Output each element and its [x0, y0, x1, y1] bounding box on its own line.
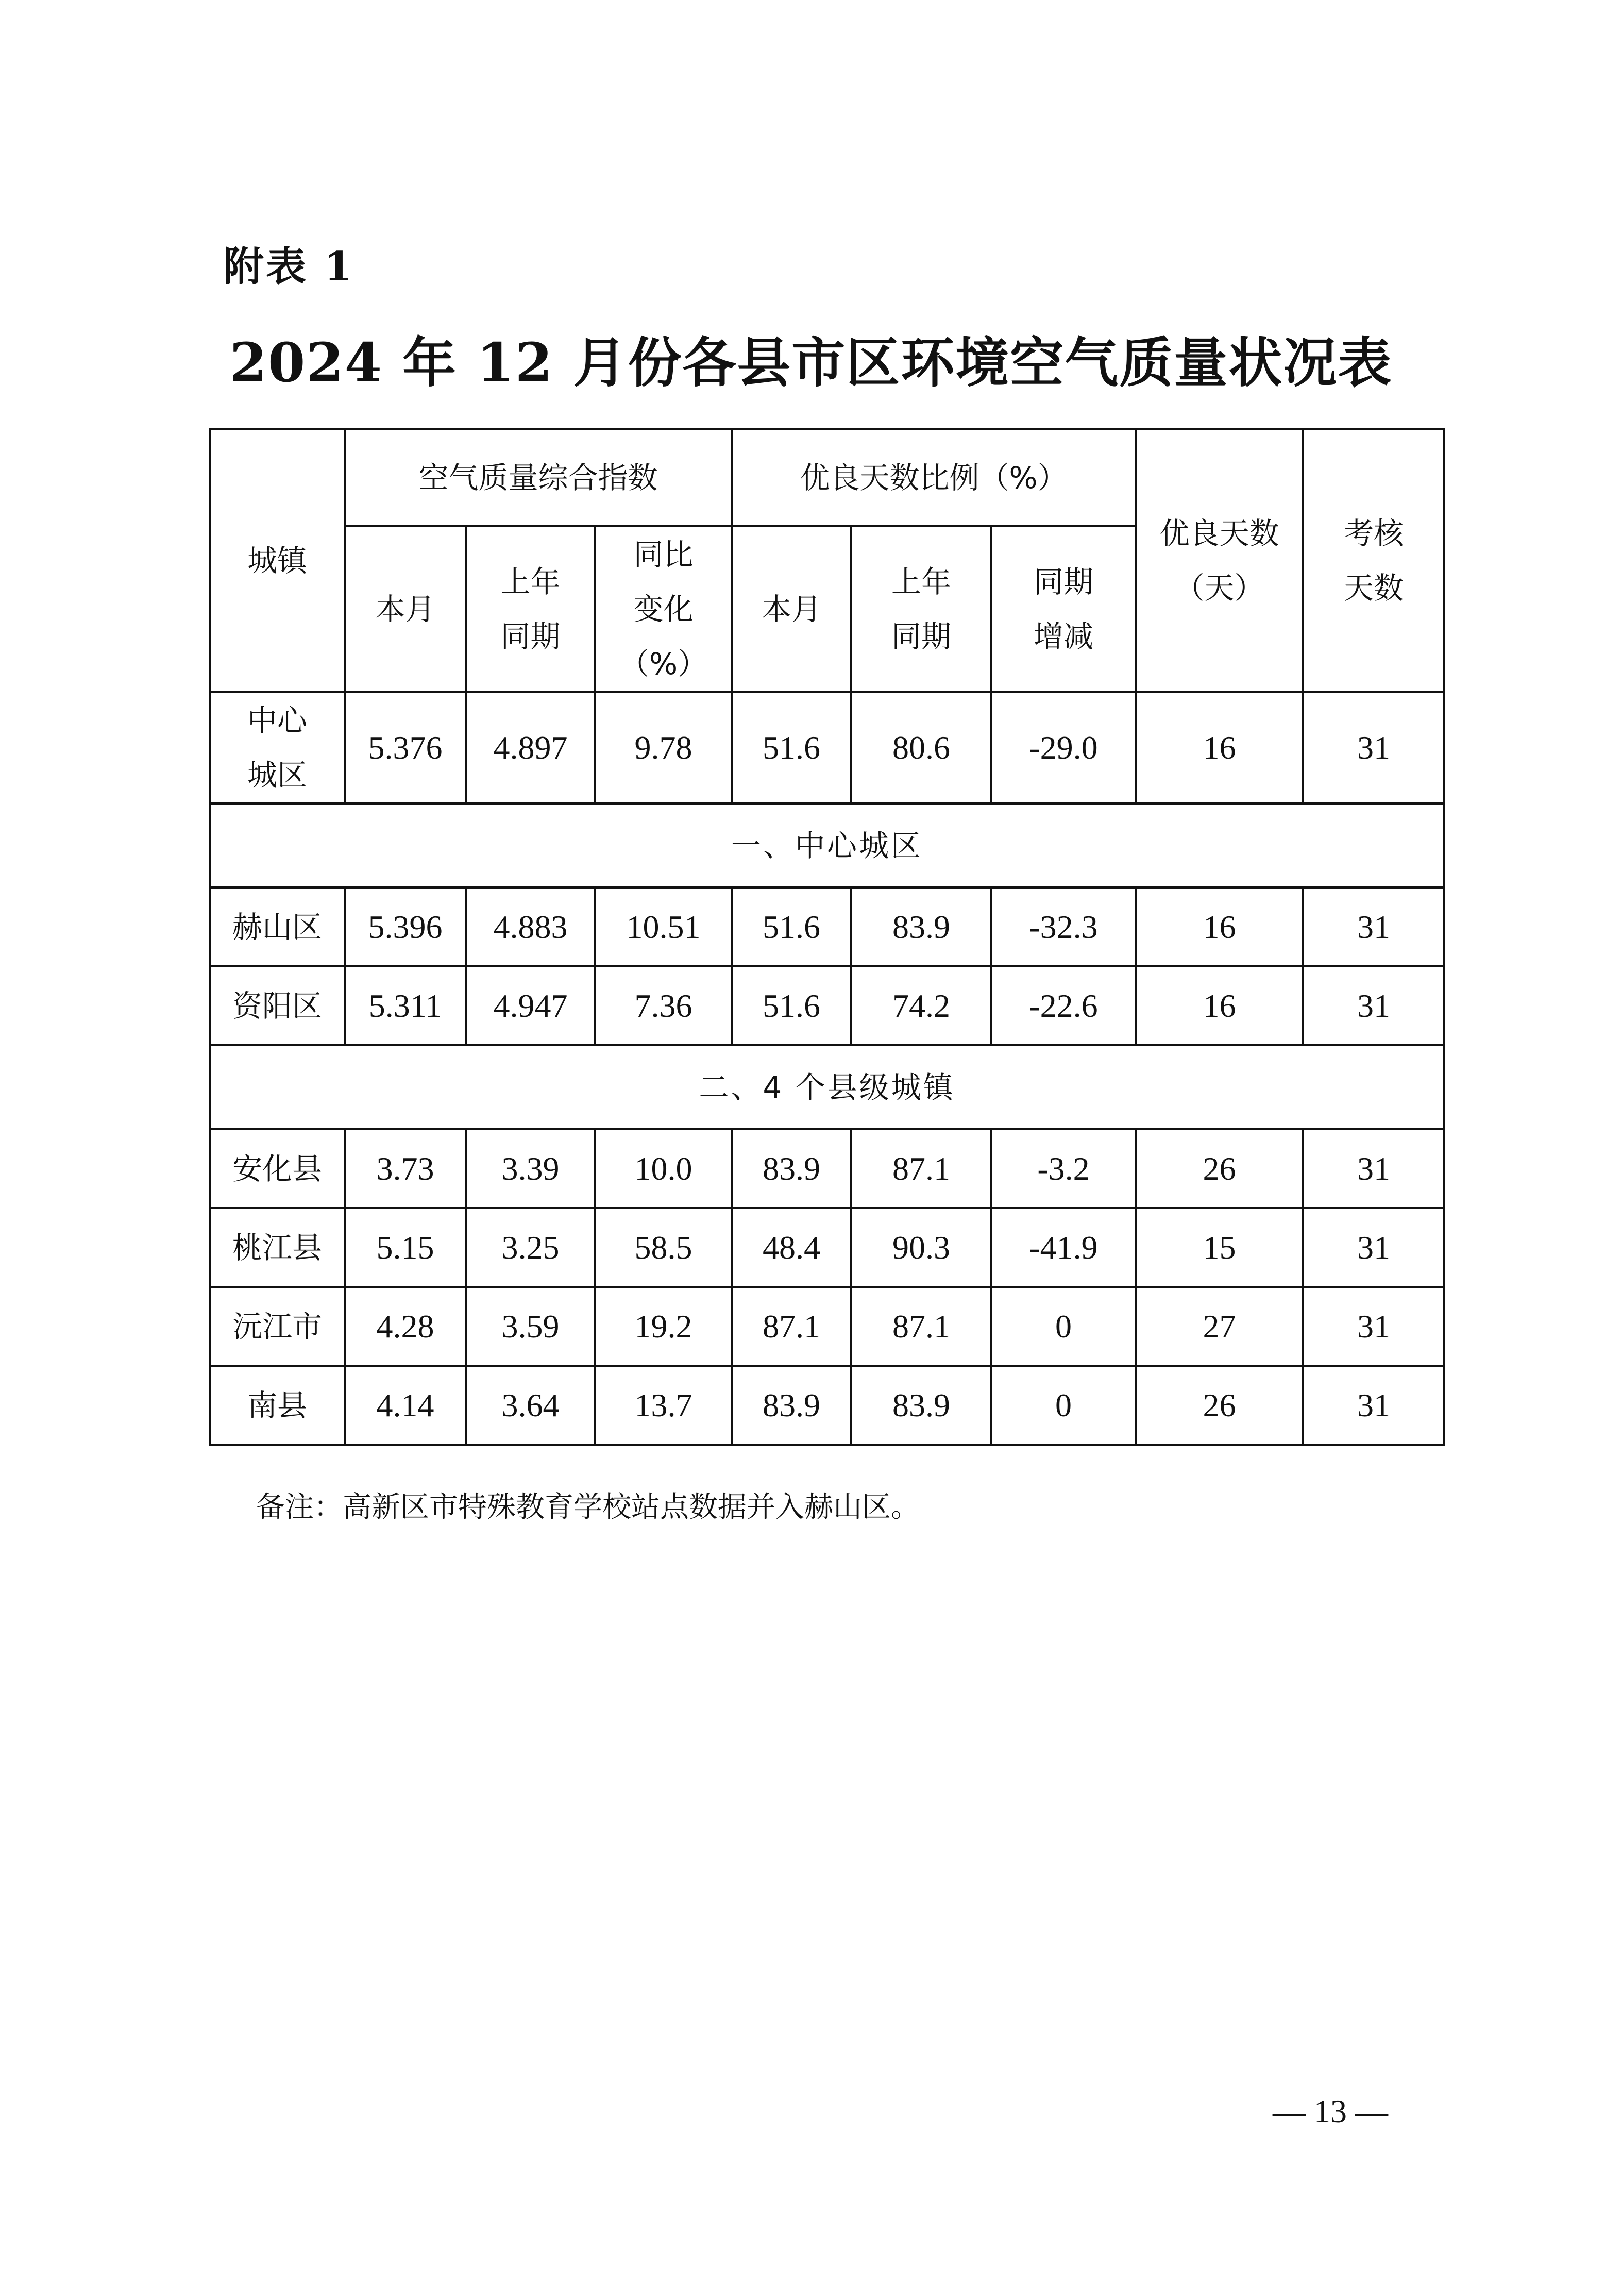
cell-yoy-change: 19.2	[595, 1287, 732, 1366]
section-title-county-towns: 二、4 个县级城镇	[210, 1045, 1444, 1129]
header-assess-days-line1: 考核	[1344, 516, 1404, 551]
cell-aqi-last-year: 3.64	[466, 1366, 595, 1445]
header-period-change	[991, 526, 1136, 692]
table-row	[210, 1129, 1444, 1208]
header-aqi-last-year	[466, 526, 595, 692]
cell-ratio-this-month: 83.9	[732, 1129, 851, 1208]
cell-yoy-change: 13.7	[595, 1366, 732, 1445]
cell-yoy-change: 10.0	[595, 1129, 732, 1208]
cell-aqi-last-year: 4.897	[466, 692, 595, 803]
header-assess-days-line2: 天数	[1344, 571, 1404, 606]
header-ratio-this-month: 本月	[732, 526, 851, 692]
section-row-1	[210, 803, 1444, 887]
header-aqi-last-year-line2: 同期	[500, 619, 561, 654]
cell-good-days: 16	[1136, 692, 1303, 803]
cell-yoy-change: 9.78	[595, 692, 732, 803]
cell-aqi-this-month: 3.73	[345, 1129, 466, 1208]
cell-ratio-last-year: 87.1	[851, 1129, 991, 1208]
cell-assess-days: 31	[1303, 1287, 1444, 1366]
cell-aqi-last-year: 4.883	[466, 887, 595, 966]
air-quality-table	[209, 428, 1445, 1446]
cell-ratio-this-month: 51.6	[732, 692, 851, 803]
cell-ratio-last-year: 74.2	[851, 966, 991, 1045]
header-period-change-line2: 增减	[1034, 619, 1094, 654]
cell-assess-days: 31	[1303, 966, 1444, 1045]
table-row	[210, 1366, 1444, 1445]
header-aqi-group: 空气质量综合指数	[345, 429, 732, 526]
table-footnote: 备注：高新区市特殊教育学校站点数据并入赫山区。	[256, 1490, 920, 1524]
cell-ratio-last-year: 90.3	[851, 1208, 991, 1287]
cell-period-change: -32.3	[991, 887, 1136, 966]
cell-assess-days: 31	[1303, 887, 1444, 966]
header-yoy-change-line1: 同比	[633, 537, 694, 572]
section-title-center-city: 一、中心城区	[210, 803, 1444, 887]
header-good-ratio-group: 优良天数比例（%）	[732, 429, 1136, 526]
row-town: 桃江县	[210, 1208, 345, 1287]
header-yoy-change-line2: 变化	[633, 592, 694, 627]
row-town: 赫山区	[210, 887, 345, 966]
cell-aqi-this-month: 5.311	[345, 966, 466, 1045]
header-period-change-line1: 同期	[1034, 564, 1094, 599]
row-town-line2: 城区	[247, 758, 307, 793]
cell-period-change: 0	[991, 1287, 1136, 1366]
row-town	[210, 692, 345, 803]
table-row	[210, 1287, 1444, 1366]
cell-yoy-change: 7.36	[595, 966, 732, 1045]
page-number: — 13 —	[1273, 2093, 1388, 2130]
row-town: 资阳区	[210, 966, 345, 1045]
cell-yoy-change: 10.51	[595, 887, 732, 966]
cell-assess-days: 31	[1303, 1129, 1444, 1208]
cell-period-change: -3.2	[991, 1129, 1136, 1208]
header-town: 城镇	[210, 429, 345, 692]
row-town: 沅江市	[210, 1287, 345, 1366]
cell-ratio-last-year: 80.6	[851, 692, 991, 803]
header-ratio-last-year	[851, 526, 991, 692]
header-good-days-line2: （天）	[1174, 571, 1264, 606]
cell-ratio-this-month: 48.4	[732, 1208, 851, 1287]
header-ratio-last-year-line1: 上年	[891, 564, 952, 599]
header-assess-days	[1303, 429, 1444, 692]
cell-assess-days: 31	[1303, 692, 1444, 803]
row-town: 南县	[210, 1366, 345, 1445]
cell-ratio-last-year: 83.9	[851, 887, 991, 966]
cell-aqi-this-month: 4.14	[345, 1366, 466, 1445]
header-aqi-this-month: 本月	[345, 526, 466, 692]
cell-yoy-change: 58.5	[595, 1208, 732, 1287]
table-row	[210, 887, 1444, 966]
header-aqi-last-year-line1: 上年	[500, 564, 561, 599]
cell-period-change: -29.0	[991, 692, 1136, 803]
table-row-center	[210, 692, 1444, 803]
document-title: 2024 年 12 月份各县市区环境空气质量状况表	[229, 331, 1393, 394]
cell-ratio-last-year: 87.1	[851, 1287, 991, 1366]
cell-good-days: 15	[1136, 1208, 1303, 1287]
header-good-days-line1: 优良天数	[1159, 516, 1279, 551]
cell-good-days: 26	[1136, 1366, 1303, 1445]
cell-aqi-last-year: 3.39	[466, 1129, 595, 1208]
cell-assess-days: 31	[1303, 1366, 1444, 1445]
section-row-2	[210, 1045, 1444, 1129]
cell-aqi-last-year: 3.59	[466, 1287, 595, 1366]
cell-period-change: -41.9	[991, 1208, 1136, 1287]
header-yoy-change-line3: （%）	[619, 646, 708, 681]
cell-ratio-last-year: 83.9	[851, 1366, 991, 1445]
table-row	[210, 966, 1444, 1045]
cell-good-days: 16	[1136, 966, 1303, 1045]
cell-aqi-this-month: 4.28	[345, 1287, 466, 1366]
cell-aqi-last-year: 3.25	[466, 1208, 595, 1287]
appendix-label: 附表 1	[224, 243, 354, 290]
cell-good-days: 27	[1136, 1287, 1303, 1366]
cell-aqi-this-month: 5.376	[345, 692, 466, 803]
cell-period-change: -22.6	[991, 966, 1136, 1045]
cell-period-change: 0	[991, 1366, 1136, 1445]
cell-ratio-this-month: 51.6	[732, 966, 851, 1045]
header-row-1	[210, 429, 1444, 526]
cell-good-days: 26	[1136, 1129, 1303, 1208]
cell-ratio-this-month: 83.9	[732, 1366, 851, 1445]
table-row	[210, 1208, 1444, 1287]
row-town-line1: 中心	[247, 703, 307, 738]
cell-good-days: 16	[1136, 887, 1303, 966]
cell-aqi-this-month: 5.15	[345, 1208, 466, 1287]
cell-ratio-this-month: 87.1	[732, 1287, 851, 1366]
cell-assess-days: 31	[1303, 1208, 1444, 1287]
header-ratio-last-year-line2: 同期	[891, 619, 952, 654]
cell-aqi-this-month: 5.396	[345, 887, 466, 966]
header-yoy-change	[595, 526, 732, 692]
row-town: 安化县	[210, 1129, 345, 1208]
cell-aqi-last-year: 4.947	[466, 966, 595, 1045]
cell-ratio-this-month: 51.6	[732, 887, 851, 966]
header-good-days	[1136, 429, 1303, 692]
